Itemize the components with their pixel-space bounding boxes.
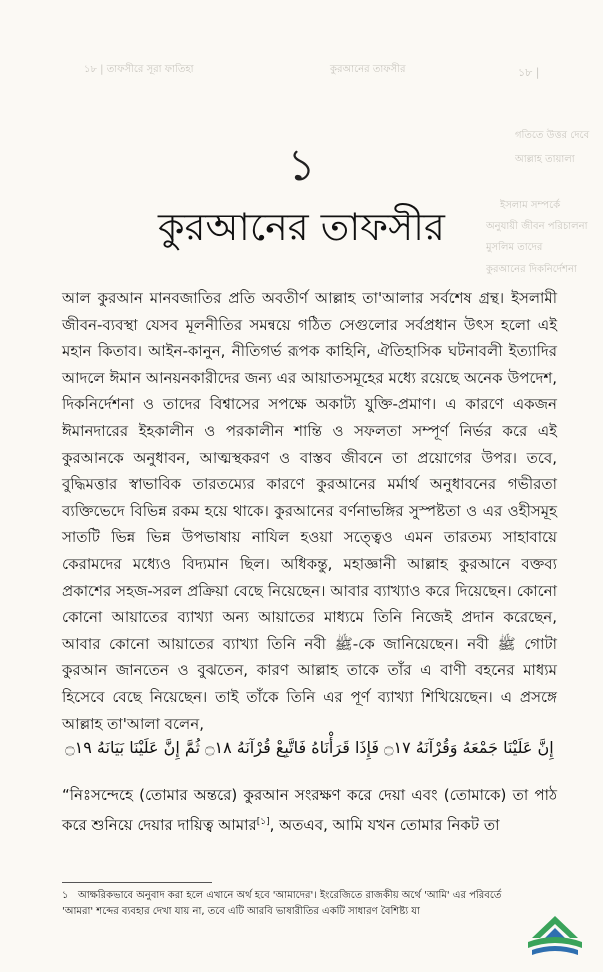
publisher-logo-icon <box>522 912 588 960</box>
chapter-title: কুরআনের তাফসীর <box>158 205 445 249</box>
verse-translation <box>62 782 557 838</box>
translation-text: “নিঃসন্দেহে (তোমার অন্তরে) কুরআন সংরক্ষণ করে দেয়া এবং (তোমাকে) তা পাঠ করে শুনিয়ে দেয়ার দায়িত্ব আমার <box>62 786 557 834</box>
ghost-line: অনুযায়ী জীবন পরিচালনা <box>486 221 588 232</box>
ghost-header-left: ১৮ | তাফসীরে সূরা ফাতিহা <box>84 64 194 75</box>
footnote-number: ১ <box>62 890 69 901</box>
body-paragraph: আল কুরআন মানবজাতির প্রতি অবতীর্ণ আল্লাহ তা'আলার সর্বশেষ গ্রন্থ। ইসলামী জীবন-ব্যবস্থা যেসব মূলনীতির সমন্বয়ে গঠিত সেগুলোর সর্বপ্রধান উৎস হলো এই মহান কিতাব। আইন-কানুন, নীতিগর্ভ রূপক কাহিনি, ঐতিহাসিক ঘটনাবলী ইত্যাদির আদলে ঈমান আনয়নকারীদের জন্য এর আয়াতসমূহের মধ্যে রয়েছে অনেক উপদেশ, দিকনির্দেশনা ও তাদের বিশ্বাসের সপক্ষে অকাট্য যুক্তি-প্রমাণ। এ কারণে একজন ঈমানদারের ইহকালীন ও পরকালীন শান্তি ও সফলতা সম্পূর্ণ নির্ভর করে এই কুরআনকে অনুধাবন, আত্মস্থকরণ ও বাস্তব জীবনে তা প্রয়োগের উপর। তবে, বুদ্ধিমত্তার স্বাভাবিক তারতম্যের কারণে কুরআনের মর্মার্থ অনুধাবনের গভীরতা ব্যক্তিভেদে বিভিন্ন রকম হয়ে থাকে। কুরআনের বর্ণনাভঙ্গির সুস্পষ্টতা ও এর ওহীসমূহ সাতটি ভিন্ন ভিন্ন উপভাষায় নাযিল হওয়া সত্ত্বেও এমন তারতম্য সাহাবায়ে কেরামদের মধ্যেও বিদ্যমান ছিল। অধিকন্তু, মহাজ্ঞানী আল্লাহ কুরআনে বক্তব্য প্রকাশের সহজ-সরল প্রক্রিয়া বেছে নিয়েছেন। আবার ব্যাখ্যাও করে দিয়েছেন। কোনো কোনো আয়াতের ব্যাখ্যা অন্য আয়াতের মাধ্যমে তিনি নিজেই প্রদান করেছেন, আবার কোনো আয়াতের ব্যাখ্যা তিনি নবী ﷺ-কে জানিয়েছেন। নবী ﷺ গোটা কুরআন জানতেন ও বুঝতেন, কারণ আল্লাহ তাকে তাঁর এ বাণী বহনের মাধ্যম হিসেবে বেছে নিয়েছেন। তাই তাঁকে তিনি এর পূর্ণ ব্যাখ্যা শিখিয়েছেন। এ প্রসঙ্গে আল্লাহ তা'আলা বলেন, <box>62 289 557 733</box>
translation-continuation: , অতএব, আমি যখন তোমার নিকট তা <box>269 815 500 834</box>
arabic-verse: إِنَّ عَلَيْنَا جَمْعَهُ وَقُرْآنَهُ ۝١٧ فَإِذَا قَرَأْنَاهُ فَاتَّبِعْ قُرْآنَهُ ۝١٨ ثُمَّ إِنَّ عَلَيْنَا بَيَانَهُ ۝١٩ <box>65 738 554 757</box>
chapter-number: ১ <box>287 140 316 191</box>
footnote-divider <box>62 882 212 883</box>
ghost-line: ইসলাম সম্পর্কে <box>500 200 561 211</box>
ghost-page-hint: ১৮ | <box>518 66 540 79</box>
ghost-line: আল্লাহ তায়ালা <box>515 154 575 165</box>
footnote <box>62 888 522 919</box>
footnote-text: আক্ষরিকভাবে অনুবাদ করা হলে এখানে অর্থ হবে 'আমাদের'। ইংরেজিতে রাজকীয় অর্থে 'আমি' এর পরিবর্তে 'আমরা' শব্দের ব্যবহার দেখা যায় না, তবে এটি আরবি ভাষারীতির একটি সাধারণ বৈশিষ্ট্য যা <box>62 890 502 917</box>
ghost-line: কুরআনের দিকনির্দেশনা <box>486 264 577 275</box>
footnote-reference[interactable]: [১] <box>256 816 270 827</box>
ghost-line: গতিতে উত্তর দেবে <box>515 130 590 141</box>
ghost-header-right: কুরআনের তাফসীর <box>330 64 406 75</box>
ghost-line: মুসলিম তাদের <box>486 242 543 253</box>
